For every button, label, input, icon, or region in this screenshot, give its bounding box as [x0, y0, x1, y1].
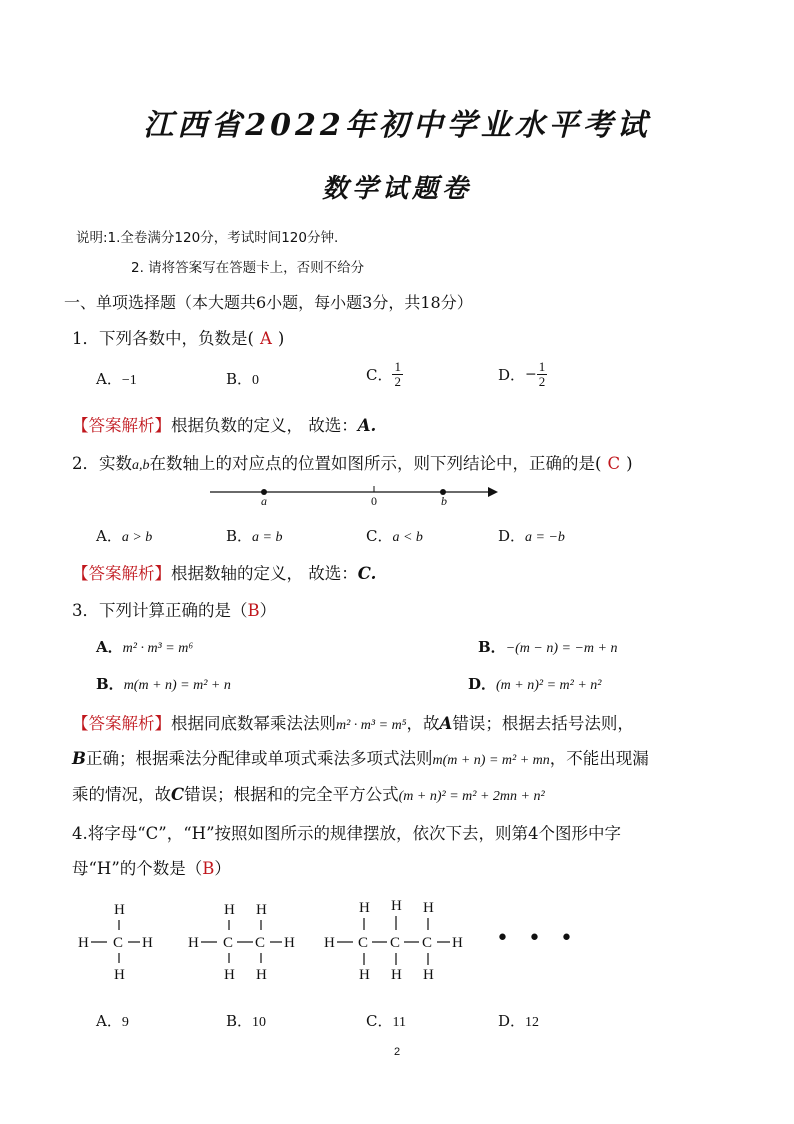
svg-text:H: H — [284, 935, 295, 951]
q4-option-c: C．11 — [366, 1012, 406, 1030]
question-2-stem: 2．实数a,b在数轴上的对应点的位置如图所示，则下列结论中，正确的是( C ) — [72, 454, 633, 473]
svg-text:C: C — [390, 935, 401, 951]
q2-option-c: C．a < b — [366, 527, 423, 545]
q1-answer: A — [259, 329, 272, 348]
svg-text:H: H — [114, 967, 125, 983]
q2-option-b: B．a = b — [226, 527, 283, 545]
q1-option-c-fraction: $\frac{1}{2}$ — [394, 359, 401, 389]
axis-label-b: b — [441, 494, 447, 508]
axis-label-a: a — [261, 494, 267, 508]
svg-text:H: H — [224, 967, 235, 983]
q1-option-d-fraction: $\frac{1}{2}$ — [538, 359, 546, 389]
note-2: 2. 请将答案写在答题卡上，否则不给分 — [131, 260, 365, 276]
svg-text:H: H — [224, 902, 235, 918]
molecule-figures — [70, 895, 470, 985]
figure-2 — [188, 902, 295, 983]
q1-analysis: 【答案解析】根据负数的定义， 故选：A. — [72, 416, 377, 435]
svg-text:H: H — [114, 902, 125, 918]
q1-option-d: D．− $\frac{1}{2}$ — [498, 359, 546, 389]
q2-answer: C — [607, 454, 621, 473]
svg-text:H: H — [423, 967, 434, 983]
q2-analysis: 【答案解析】根据数轴的定义， 故选：C. — [72, 564, 377, 583]
svg-text:H: H — [142, 935, 153, 951]
q1-stem-text: 1．下列各数中，负数是( — [72, 329, 254, 348]
q2-analysis-label: 【答案解析】 — [72, 564, 171, 583]
q1-option-c: C． $\frac{1}{2}$ — [366, 359, 401, 389]
question-4-stem-line-1: 4.将字母“C”，“H”按照如图所示的规律摆放，依次下去，则第4个图形中字 — [72, 824, 621, 843]
svg-text:H: H — [256, 967, 267, 983]
svg-text:H: H — [324, 935, 335, 951]
q1-option-a: A．−1 — [96, 370, 137, 388]
q3-option-d: D．(m + n)² = m² + n² — [468, 675, 602, 693]
svg-text:H: H — [78, 935, 89, 951]
svg-text:C: C — [422, 935, 433, 951]
page-number: 2 — [393, 1046, 401, 1058]
svg-text:H: H — [188, 935, 199, 951]
note-1: 说明:1.全卷满分120分，考试时间120分钟. — [76, 230, 339, 246]
q3-analysis-label: 【答案解析】 — [72, 714, 171, 733]
q4-option-d: D．12 — [498, 1012, 540, 1030]
axis-label-0: 0 — [371, 494, 377, 508]
q4-option-a: A．9 — [96, 1012, 129, 1030]
q3-option-a: A．m² · m³ = m⁶ — [96, 638, 194, 656]
q2-option-a: A．a > b — [96, 527, 153, 545]
svg-text:H: H — [256, 902, 267, 918]
svg-text:C: C — [223, 935, 234, 951]
question-4-stem-line-2: 母“H”的个数是（B） — [72, 859, 231, 878]
svg-text:H: H — [423, 900, 434, 916]
figure-1 — [78, 902, 153, 983]
svg-text:H: H — [359, 900, 370, 916]
svg-text:C: C — [113, 935, 124, 951]
q4-option-b: B．10 — [226, 1012, 267, 1030]
svg-text:C: C — [358, 935, 369, 951]
q2-option-d: D．a = −b — [498, 527, 565, 545]
q3-answer: B — [247, 601, 260, 620]
page-subtitle: 数学试题卷 — [321, 174, 472, 204]
q4-answer: B — [202, 859, 215, 878]
q3-analysis-line-1: 【答案解析】根据同底数幂乘法法则m² · m³ = m⁵，故A错误；根据去括号法则， — [72, 714, 634, 733]
number-line-figure — [200, 480, 510, 512]
section-heading: 一、单项选择题（本大题共6小题，每小题3分，共18分） — [64, 293, 473, 312]
number-line-arrow — [488, 487, 498, 497]
q1-analysis-label: 【答案解析】 — [72, 416, 171, 435]
svg-text:H: H — [359, 967, 370, 983]
figure-3 — [324, 898, 463, 983]
question-1-stem — [72, 325, 284, 349]
q3-analysis-line-3: 乘的情况，故C错误；根据和的完全平方公式(m + n)² = m² + 2mn + n² — [72, 785, 545, 804]
question-3-stem: 3．下列计算正确的是（B） — [72, 601, 277, 620]
svg-text:H: H — [391, 898, 402, 914]
svg-text:C: C — [255, 935, 266, 951]
q3-option-b: B．−(m − n) = −m + n — [478, 638, 618, 656]
q1-option-b: B．0 — [226, 370, 260, 388]
q3-analysis-line-2: B正确；根据乘法分配律或单项式乘法多项式法则m(m + n) = m² + mn，不能出现漏 — [72, 749, 649, 768]
q1-close: ) — [277, 329, 285, 348]
continuation-dots: • • • — [496, 926, 579, 951]
q3-option-c: B．m(m + n) = m² + n — [96, 675, 231, 693]
svg-text:H: H — [391, 967, 402, 983]
page-title: 江西省2022年初中学业水平考试 — [143, 108, 651, 143]
svg-text:H: H — [452, 935, 463, 951]
